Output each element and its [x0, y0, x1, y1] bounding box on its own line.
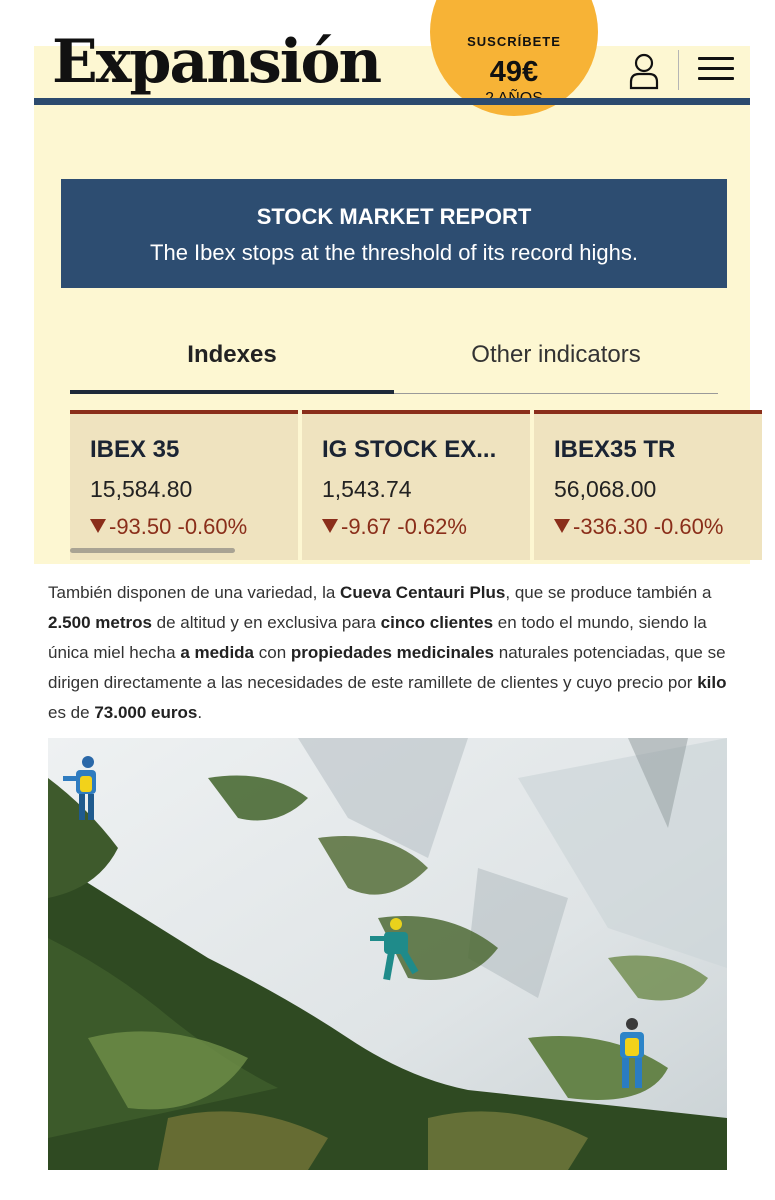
down-arrow-icon	[554, 519, 570, 533]
promo-price: 49€	[489, 56, 539, 88]
article-text: , que se produce también a	[505, 583, 712, 602]
article-paragraph	[48, 578, 738, 728]
article-emphasis: propiedades medicinales	[290, 643, 495, 662]
stock-market-report-banner[interactable]	[61, 179, 727, 288]
market-widget	[34, 27, 750, 564]
article-emphasis: 2.500 metros	[48, 613, 152, 632]
article-emphasis: Cueva Centauri Plus	[340, 583, 506, 602]
user-icon[interactable]	[628, 52, 660, 90]
down-arrow-icon	[322, 519, 338, 533]
article-text: con	[254, 643, 291, 662]
article-text: También disponen de una variedad, la	[48, 583, 341, 602]
hamburger-menu-icon[interactable]	[698, 57, 734, 81]
tab-indexes[interactable]: Indexes	[70, 336, 394, 394]
article-emphasis: kilo	[697, 673, 727, 692]
article-text: es de	[48, 703, 95, 722]
index-name: IBEX35 TR	[554, 436, 676, 463]
article-emphasis: a medida	[180, 643, 255, 662]
article-text: en todo el mundo, siendo la única miel hecha	[48, 613, 707, 662]
index-change-text: -9.67 -0.62%	[341, 514, 467, 539]
market-tabs	[70, 336, 718, 394]
index-card-ibex35-tr[interactable]	[534, 410, 762, 560]
down-arrow-icon	[90, 519, 106, 533]
index-change-text: -93.50 -0.60%	[109, 514, 248, 539]
masthead	[34, 27, 750, 106]
article-text: de altitud y en exclusiva para	[151, 613, 381, 632]
cards-scrollbar[interactable]	[70, 548, 235, 553]
report-title: STOCK MARKET REPORT	[256, 204, 532, 229]
article-text: .	[197, 703, 203, 722]
index-change	[554, 514, 723, 540]
index-cards[interactable]	[70, 410, 724, 560]
header-divider	[678, 50, 679, 90]
index-change	[322, 514, 467, 540]
logo[interactable]: Expansión	[52, 27, 381, 97]
index-name: IBEX 35	[90, 436, 180, 463]
index-value: 56,068.00	[554, 476, 657, 502]
index-card-ibex35[interactable]	[70, 410, 298, 560]
article-photo[interactable]	[48, 738, 727, 1170]
tab-other-indicators[interactable]: Other indicators	[394, 336, 718, 394]
index-value: 15,584.80	[90, 476, 193, 502]
article-emphasis: 73.000 euros	[94, 703, 198, 722]
index-change	[90, 514, 247, 540]
index-value: 1,543.74	[322, 476, 412, 502]
article-emphasis: cinco clientes	[380, 613, 494, 632]
article-text: naturales potenciadas, que se dirigen directamente a las necesidades de este ramillete de clientes y cuyo precio por	[48, 643, 726, 692]
index-name: IG STOCK EX...	[322, 436, 497, 463]
promo-top-text: SUSCRÍBETE	[467, 34, 561, 49]
index-card-ig-stock[interactable]	[302, 410, 530, 560]
index-change-text: -336.30 -0.60%	[573, 514, 724, 539]
report-subtitle: The Ibex stops at the threshold of its record highs.	[150, 240, 638, 265]
header-rule	[34, 98, 750, 105]
